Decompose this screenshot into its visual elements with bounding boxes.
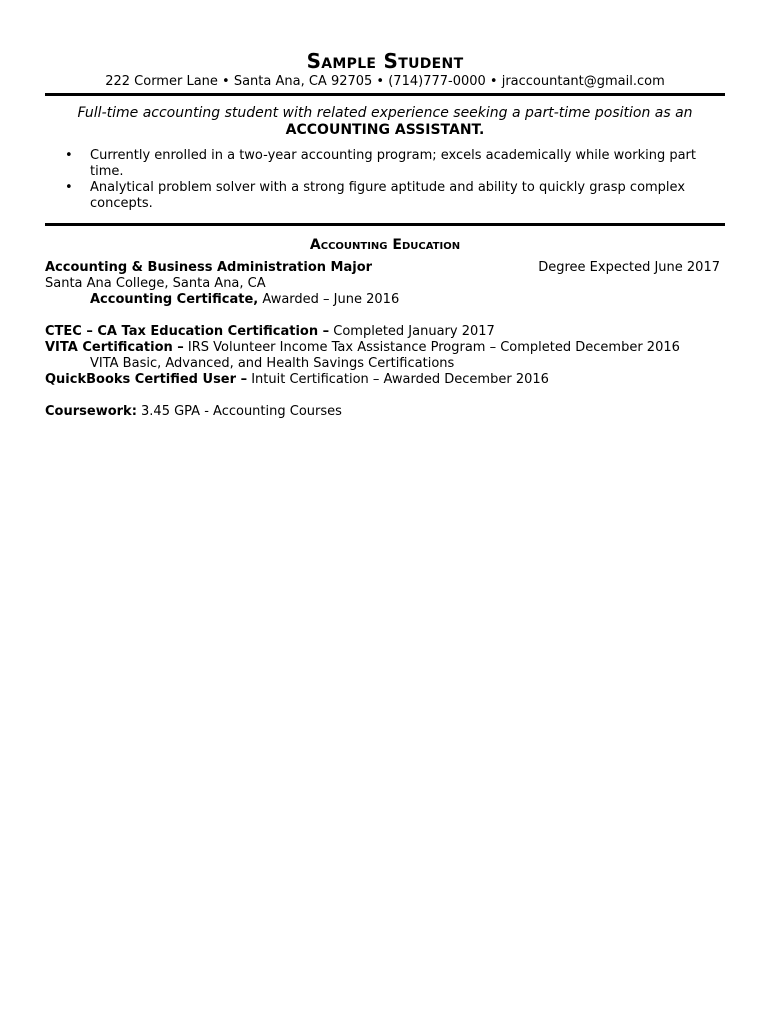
- education-entry: [45, 260, 725, 308]
- certification-item: [45, 324, 725, 340]
- contact-info: 222 Cormer Lane • Santa Ana, CA 92705 • (714)777-0000 • jraccountant@gmail.com: [105, 74, 665, 89]
- resume-page: [45, 0, 725, 420]
- coursework-row: [45, 404, 725, 420]
- objective-statement: Full-time accounting student with related experience seeking a part-time position as an: [77, 105, 693, 121]
- accounting-certificate-row: [45, 292, 725, 308]
- school-name: Santa Ana College, Santa Ana, CA: [45, 276, 266, 291]
- certifications-list: [45, 324, 725, 388]
- summary-item-text: Currently enrolled in a two-year accounting program; excels academically while working part time.: [90, 148, 696, 179]
- certification-label: QuickBooks Certified User –: [45, 372, 248, 387]
- certification-item: [45, 340, 725, 356]
- bullet-icon: •: [65, 148, 73, 163]
- certificate-label: Accounting Certificate,: [90, 292, 259, 307]
- education-section-title: Accounting Education: [309, 237, 461, 253]
- degree-expected-date: Degree Expected June 2017: [538, 260, 720, 275]
- bullet-icon: •: [65, 180, 73, 195]
- education-major-row: [45, 260, 725, 276]
- certificate-detail: Awarded – June 2016: [258, 292, 400, 307]
- spacer: [45, 388, 725, 404]
- certification-subdetail: VITA Basic, Advanced, and Health Savings Certifications: [90, 356, 455, 371]
- certification-detail: Completed January 2017: [329, 324, 495, 339]
- coursework-detail: 3.45 GPA - Accounting Courses: [136, 404, 342, 419]
- objective-position: ACCOUNTING ASSISTANT.: [285, 122, 485, 138]
- summary-item: [45, 148, 725, 180]
- certification-detail: IRS Volunteer Income Tax Assistance Program – Completed December 2016: [183, 340, 680, 355]
- certification-detail: Intuit Certification – Awarded December 2016: [247, 372, 549, 387]
- header-divider: [45, 93, 725, 96]
- summary-item: [45, 180, 725, 212]
- coursework-label: Coursework:: [45, 404, 137, 419]
- summary-list: [45, 148, 725, 212]
- certification-label: VITA Certification –: [45, 340, 184, 355]
- certification-item: [45, 372, 725, 388]
- education-major: Accounting & Business Administration Major: [45, 260, 373, 275]
- certification-label: CTEC – CA Tax Education Certification –: [45, 324, 330, 339]
- summary-item-text: Analytical problem solver with a strong figure aptitude and ability to quickly grasp complex concepts.: [90, 180, 686, 211]
- section-divider: [45, 223, 725, 226]
- candidate-name: Sample Student: [306, 49, 464, 73]
- spacer: [45, 308, 725, 324]
